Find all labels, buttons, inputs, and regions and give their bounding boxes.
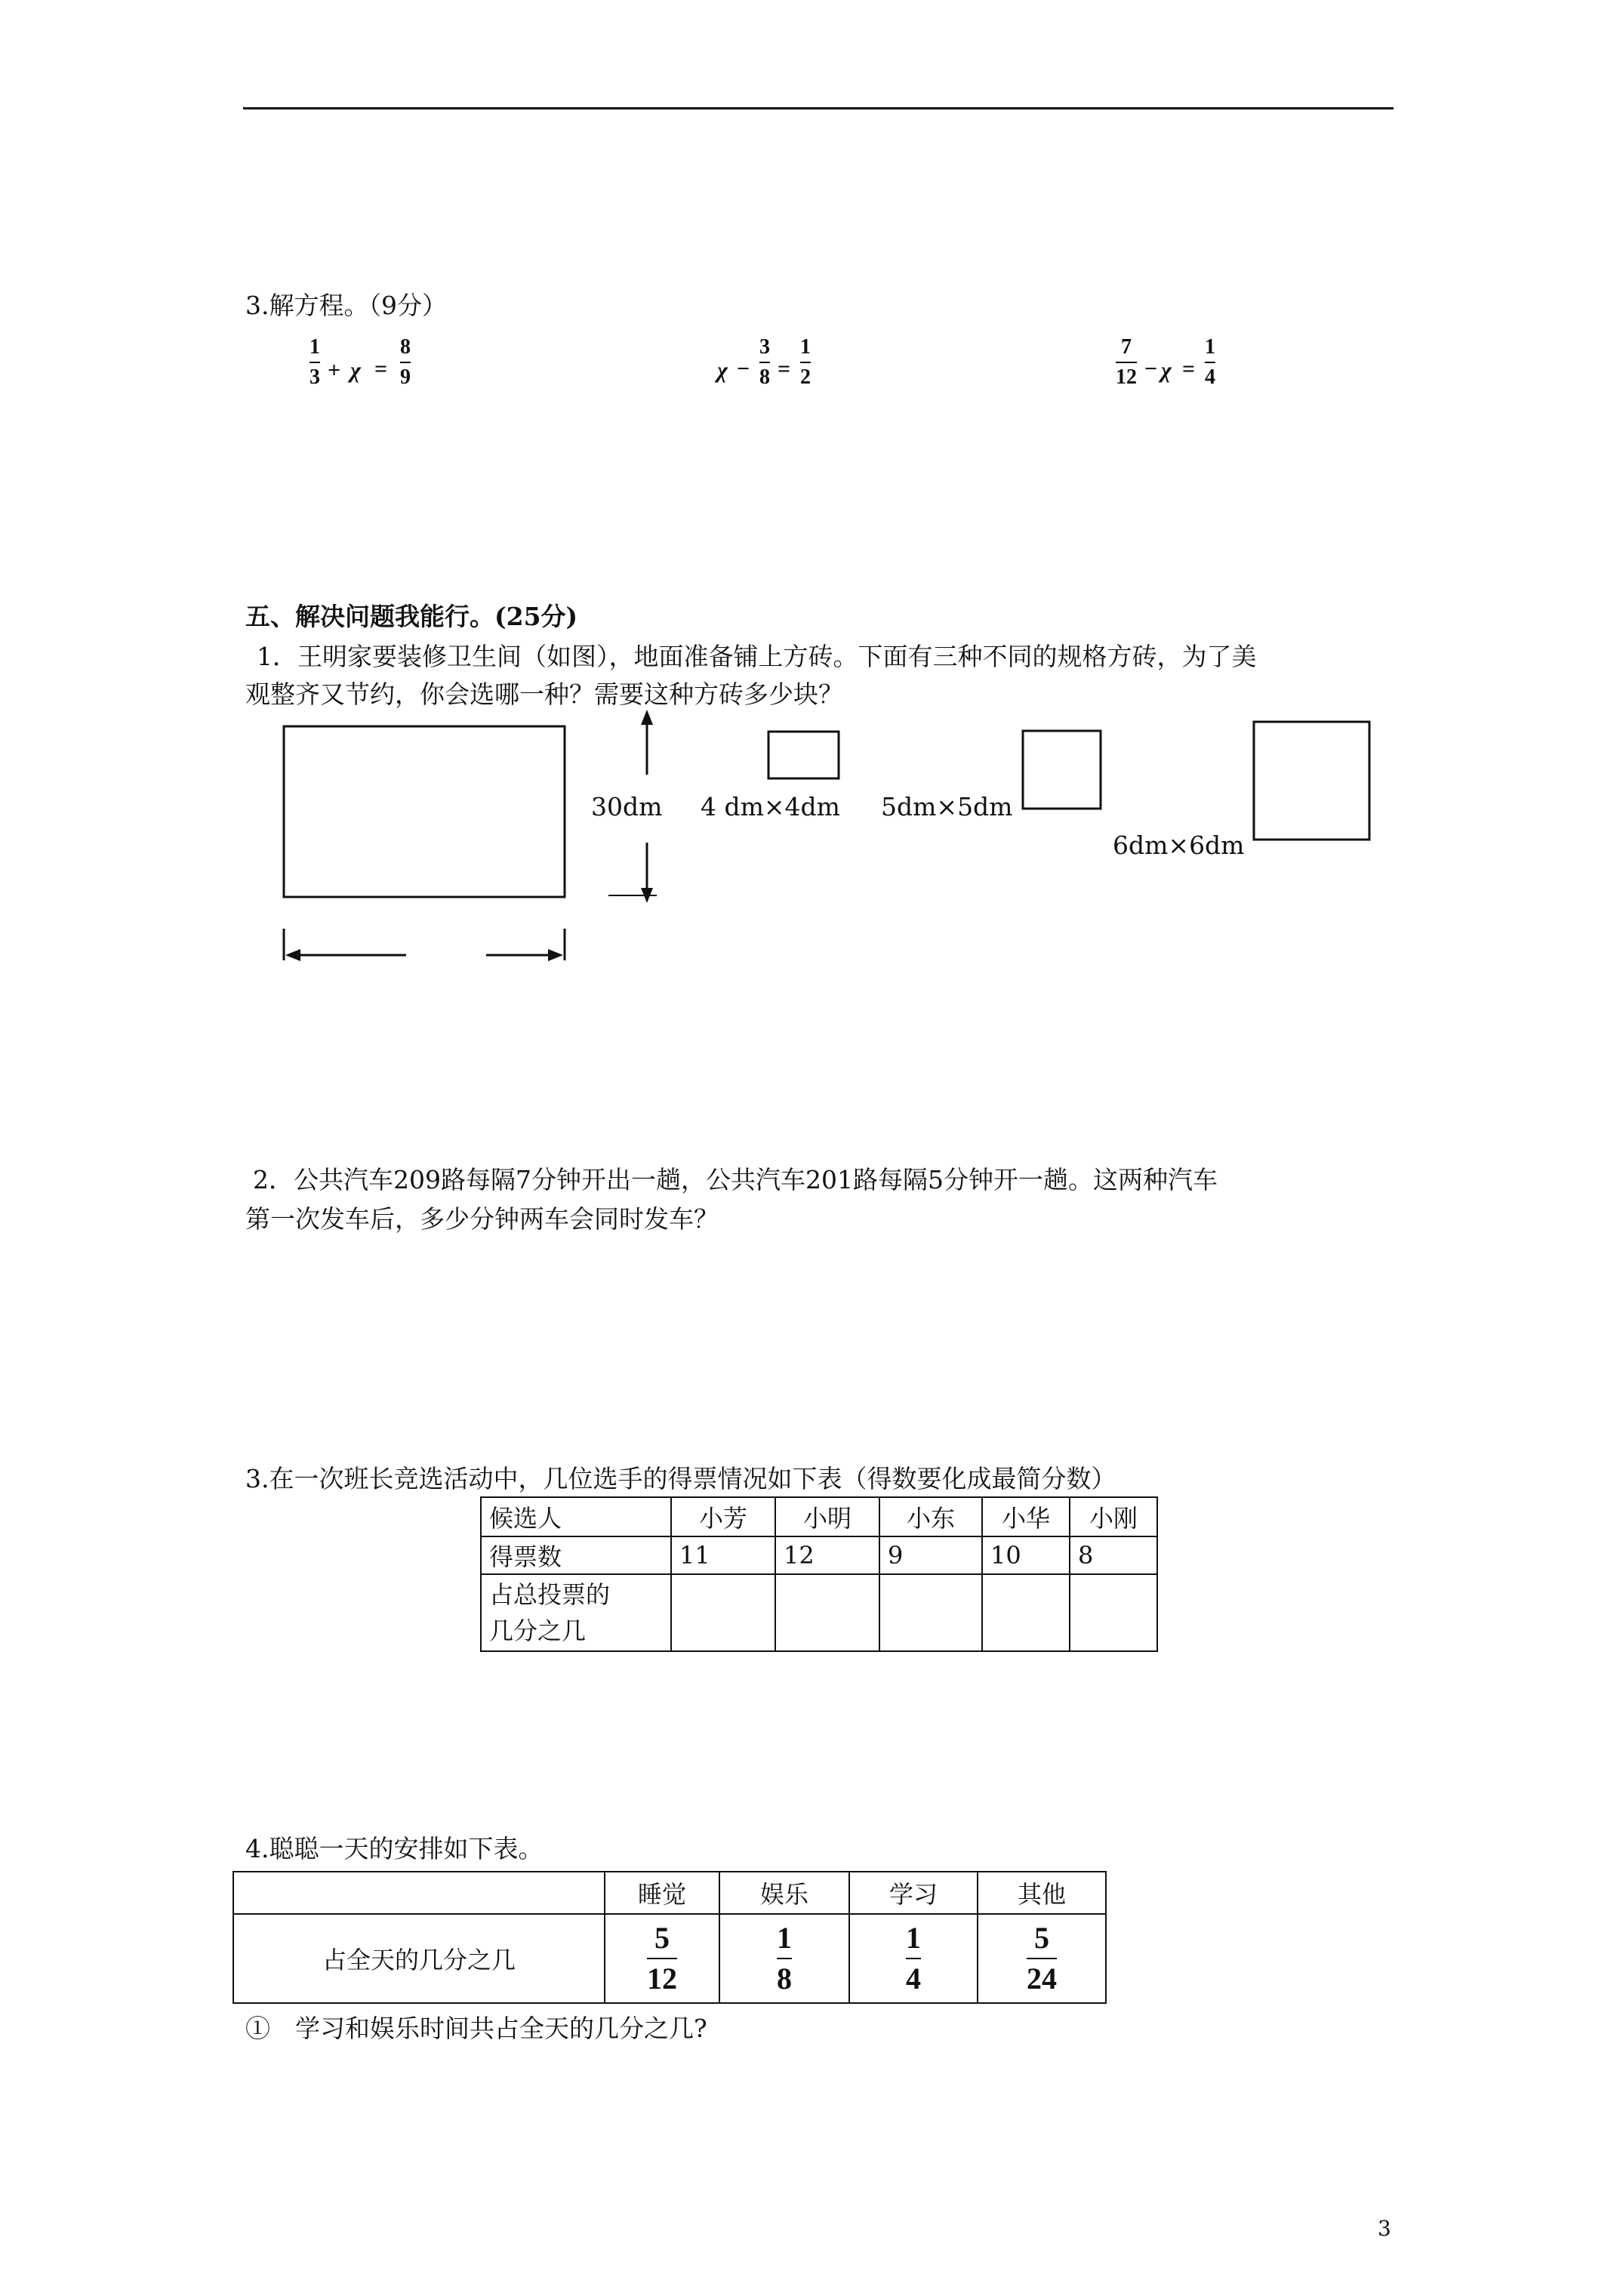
eq2-equals: = (778, 356, 791, 381)
eq2-a-num: 3 (759, 335, 770, 359)
schedule-header-cell: 娱乐 (719, 1872, 849, 1914)
eq1-var: χ (350, 358, 361, 383)
votes-cell: 11 (671, 1536, 775, 1574)
votes-row-label: 得票数 (481, 1536, 671, 1574)
eq2-r-num: 1 (800, 335, 811, 359)
eq3-a-den: 12 (1116, 365, 1137, 389)
schedule-frac-cell (978, 1914, 1106, 2003)
eq1-r-num: 8 (400, 335, 411, 359)
eq1-op: + (328, 358, 341, 383)
frac-den: 12 (647, 1962, 677, 1996)
votes-table (480, 1496, 1158, 1652)
schedule-row-label: 占全天的几分之几 (233, 1914, 605, 2003)
schedule-header-cell: 睡觉 (605, 1872, 719, 1914)
eq1-r-den: 9 (400, 365, 411, 389)
votes-cell: 8 (1070, 1536, 1157, 1574)
tile-4dm-label: 4 dm×4dm (701, 792, 840, 821)
equation-section-title: 3.解方程。（9分） (245, 291, 447, 320)
q1-line-1: 1．王明家要装修卫生间（如图），地面准备铺上方砖。下面有三种不同的规格方砖，为了美 (257, 642, 1257, 671)
page-number: 3 (1378, 2216, 1391, 2241)
eq3-var: χ (1161, 358, 1172, 383)
eq3-r-den: 4 (1205, 365, 1215, 389)
fraction-row-label-line-1: 占总投票的 (489, 1580, 611, 1609)
q4-title: 4.聪聪一天的安排如下表。 (245, 1834, 544, 1863)
answer-cell[interactable] (879, 1574, 982, 1651)
answer-cell[interactable] (1070, 1574, 1157, 1651)
votes-cell: 9 (879, 1536, 982, 1574)
fraction-row-label (481, 1574, 671, 1651)
eq2-a-den: 8 (759, 365, 770, 389)
answer-cell[interactable] (982, 1574, 1070, 1651)
schedule-table (233, 1871, 1107, 2004)
eq3-equals: = (1182, 356, 1196, 381)
schedule-frac-cell (849, 1914, 978, 2003)
room-height-label: 30dm (591, 792, 663, 821)
frac-num: 1 (777, 1921, 792, 1955)
frac-den: 8 (777, 1962, 792, 1996)
votes-cell: 12 (775, 1536, 879, 1574)
schedule-frac-cell (719, 1914, 849, 2003)
votes-header-cell: 小刚 (1070, 1497, 1157, 1536)
votes-header-cell: 小芳 (671, 1497, 775, 1536)
eq1-a-num: 1 (310, 335, 320, 359)
eq1-a-den: 3 (310, 365, 320, 389)
tile-5dm (1023, 731, 1101, 809)
frac-den: 24 (1027, 1962, 1057, 1996)
fraction-row-label-line-2: 几分之几 (489, 1616, 587, 1645)
schedule-frac-cell (605, 1914, 719, 2003)
tile-4dm (768, 732, 839, 778)
schedule-header-cell: 其他 (978, 1872, 1106, 1914)
eq2-r-den: 2 (800, 365, 811, 389)
section-5-title: 五、解决问题我能行。(25分) (245, 602, 578, 631)
schedule-header-empty (233, 1872, 605, 1914)
q1-line-2: 观整齐又节约，你会选哪一种？需要这种方砖多少块？ (245, 680, 843, 709)
answer-cell[interactable] (775, 1574, 879, 1651)
frac-num: 1 (906, 1921, 921, 1955)
tile-6dm-label: 6dm×6dm (1113, 831, 1245, 860)
room-rectangle (284, 726, 565, 897)
q3-title: 3.在一次班长竞选活动中，几位选手的得票情况如下表（得数要化成最简分数） (245, 1464, 1116, 1493)
votes-header-cell: 小华 (982, 1497, 1070, 1536)
tile-5dm-label: 5dm×5dm (881, 792, 1013, 821)
votes-header-candidate: 候选人 (481, 1497, 671, 1536)
votes-header-cell: 小明 (775, 1497, 879, 1536)
bathroom-figure (0, 0, 1623, 982)
votes-cell: 10 (982, 1536, 1070, 1574)
eq3-r-num: 1 (1205, 335, 1215, 359)
frac-den: 4 (906, 1962, 921, 1996)
frac-num: 5 (1034, 1921, 1049, 1955)
frac-num: 5 (654, 1921, 670, 1955)
schedule-header-cell: 学习 (849, 1872, 978, 1914)
eq2-var: χ (717, 358, 728, 383)
q4-sub-question-1: ① 学习和娱乐时间共占全天的几分之几? (245, 2014, 707, 2043)
eq3-a-num: 7 (1121, 335, 1132, 359)
eq2-op: − (737, 356, 750, 381)
tile-6dm (1254, 722, 1369, 840)
eq1-equals: = (374, 356, 388, 381)
eq3-op: − (1144, 356, 1158, 381)
answer-cell[interactable] (671, 1574, 775, 1651)
q2-line-1: 2．公共汽车209路每隔7分钟开出一趟，公共汽车201路每隔5分钟开一趟。这两种汽车 (253, 1165, 1218, 1194)
q2-line-2: 第一次发车后，多少分钟两车会同时发车？ (245, 1204, 719, 1234)
votes-header-cell: 小东 (879, 1497, 982, 1536)
